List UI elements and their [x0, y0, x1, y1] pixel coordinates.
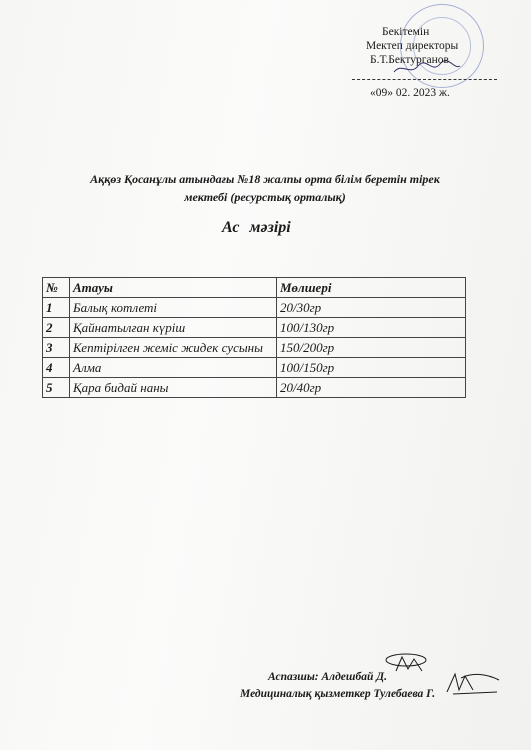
- table-row: [43, 378, 466, 398]
- table-row: [43, 358, 466, 378]
- approval-date: «09» 02. 2023 ж.: [370, 87, 450, 99]
- cook-signature: [382, 651, 430, 675]
- table-row: [43, 338, 466, 358]
- school-heading-line1: Аққөз Қосанұлы атындағы №18 жалпы орта білім беретін тірек: [90, 172, 440, 186]
- header-num: №: [43, 278, 70, 298]
- row-num: 4: [43, 358, 70, 378]
- school-heading: [40, 170, 490, 206]
- row-num: 3: [43, 338, 70, 358]
- approval-line-approve: Бекітемін: [382, 26, 430, 38]
- table-row: [43, 298, 466, 318]
- row-num: 5: [43, 378, 70, 398]
- row-num: 2: [43, 318, 70, 338]
- approval-line-director-name: Б.Т.Бектурганов: [370, 54, 449, 66]
- row-num: 1: [43, 298, 70, 318]
- row-name: Алма: [70, 358, 277, 378]
- table-row: [43, 318, 466, 338]
- row-name: Қайнатылған күріш: [70, 318, 277, 338]
- row-amount: 150/200гр: [277, 338, 466, 358]
- table-header-row: [43, 278, 466, 298]
- school-heading-line2: мектебі (ресурстық орталық): [184, 190, 346, 204]
- cook-line: Аспазшы: Алдешбай Д.: [268, 671, 387, 683]
- approval-block: [352, 25, 502, 100]
- row-amount: 100/130гр: [277, 318, 466, 338]
- menu-table: [42, 277, 466, 398]
- row-amount: 100/150гр: [277, 358, 466, 378]
- row-amount: 20/40гр: [277, 378, 466, 398]
- nurse-signature: [443, 670, 503, 696]
- header-amount: Мөлшері: [277, 278, 466, 298]
- row-name: Кептірілген жеміс жидек сусыны: [70, 338, 277, 358]
- row-amount: 20/30гр: [277, 298, 466, 318]
- nurse-line: Медициналық қызметкер Тулебаева Г.: [240, 688, 436, 700]
- header-name: Атауы: [70, 278, 277, 298]
- row-name: Қара бидай наны: [70, 378, 277, 398]
- approval-line-position: Мектеп директоры: [366, 40, 459, 52]
- signature-rule: [352, 79, 497, 80]
- page-title: Ас мәзірі: [222, 219, 291, 236]
- row-name: Балық котлеті: [70, 298, 277, 318]
